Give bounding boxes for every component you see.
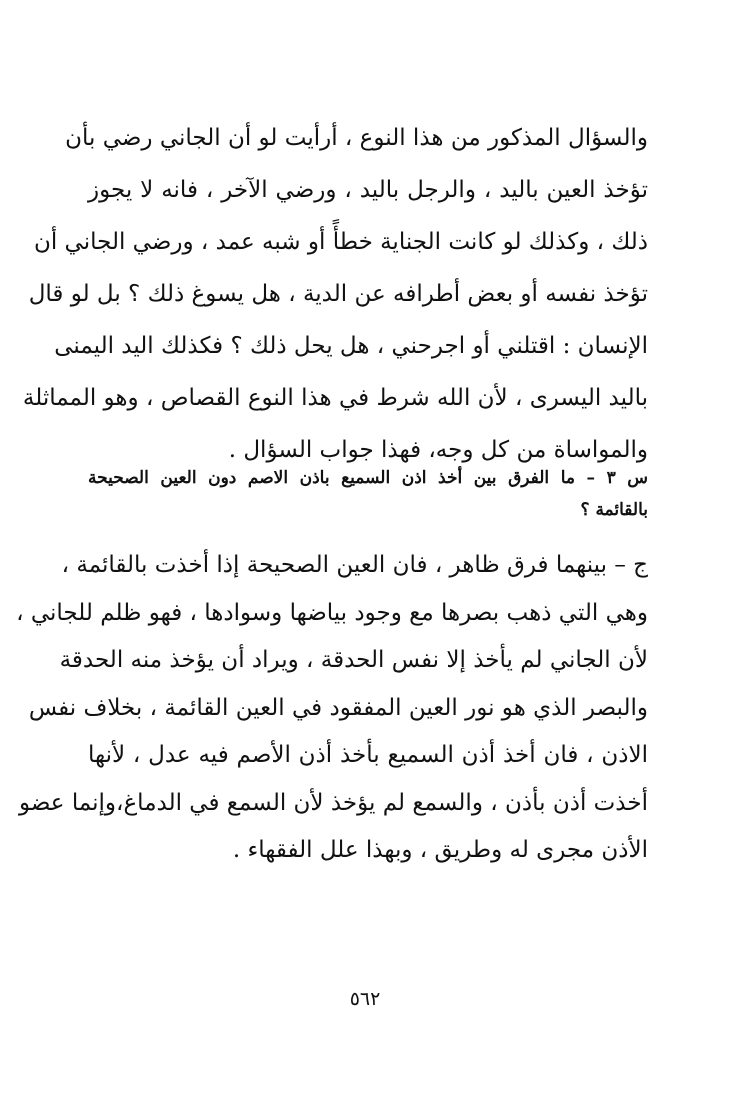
text-line: والبصر الذي هو نور العين المفقود في العين القائمة ، بخلاف نفس — [28, 694, 648, 721]
text-line: والسؤال المذكور من هذا النوع ، أرأيت لو أن الجاني رضي بأن — [65, 125, 648, 151]
text-line: الاذن ، فان أخذ أذن السميع بأخذ أذن الأصم فيه عدل ، لأنها — [88, 742, 648, 768]
text-line: الأذن مجرى له وطريق ، وبهذا علل الفقهاء . — [232, 837, 648, 863]
question-heading — [88, 462, 648, 526]
text-line: أخذت أذن بأذن ، والسمع لم يؤخذ لأن السمع في الدماغ،وإنما عضو — [18, 789, 648, 816]
text-line: تؤخذ العين باليد ، والرجل باليد ، ورضي الآخر ، فانه لا يجوز — [88, 177, 648, 203]
text-line: والمواساة من كل وجه، فهذا جواب السؤال . — [228, 437, 648, 463]
text-line: ج – بينهما فرق ظاهر ، فان العين الصحيحة إذا أخذت بالقائمة ، — [61, 552, 648, 578]
text-line: لأن الجاني لم يأخذ إلا نفس الحدقة ، ويراد أن يؤخذ منه الحدقة — [59, 647, 648, 673]
answer-paragraph-2 — [16, 542, 648, 875]
text-line: وهي التي ذهب بصرها مع وجود بياضها وسوادها ، فهو ظلم للجاني ، — [16, 599, 648, 626]
text-line: باليد اليسرى ، لأن الله شرط في هذا النوع القصاص ، وهو المماثلة — [22, 385, 648, 411]
text-line: الإنسان : اقتلني أو اجرحني ، هل يحل ذلك ؟ فكذلك اليد اليمنى — [54, 333, 648, 359]
question-line: بالقائمة ؟ — [580, 500, 648, 520]
answer-paragraph-1 — [22, 112, 648, 476]
question-line: س ٣ – ما الفرق بين أخذ اذن السميع باذن الاصم دون العين الصحيحة — [88, 468, 648, 488]
text-line: ذلك ، وكذلك لو كانت الجناية خطأً أو شبه عمد ، ورضي الجاني أن — [33, 229, 648, 255]
page-number: ٥٦٢ — [349, 988, 381, 1010]
text-line: تؤخذ نفسه أو بعض أطرافه عن الدية ، هل يسوغ ذلك ؟ بل لو قال — [28, 281, 648, 307]
